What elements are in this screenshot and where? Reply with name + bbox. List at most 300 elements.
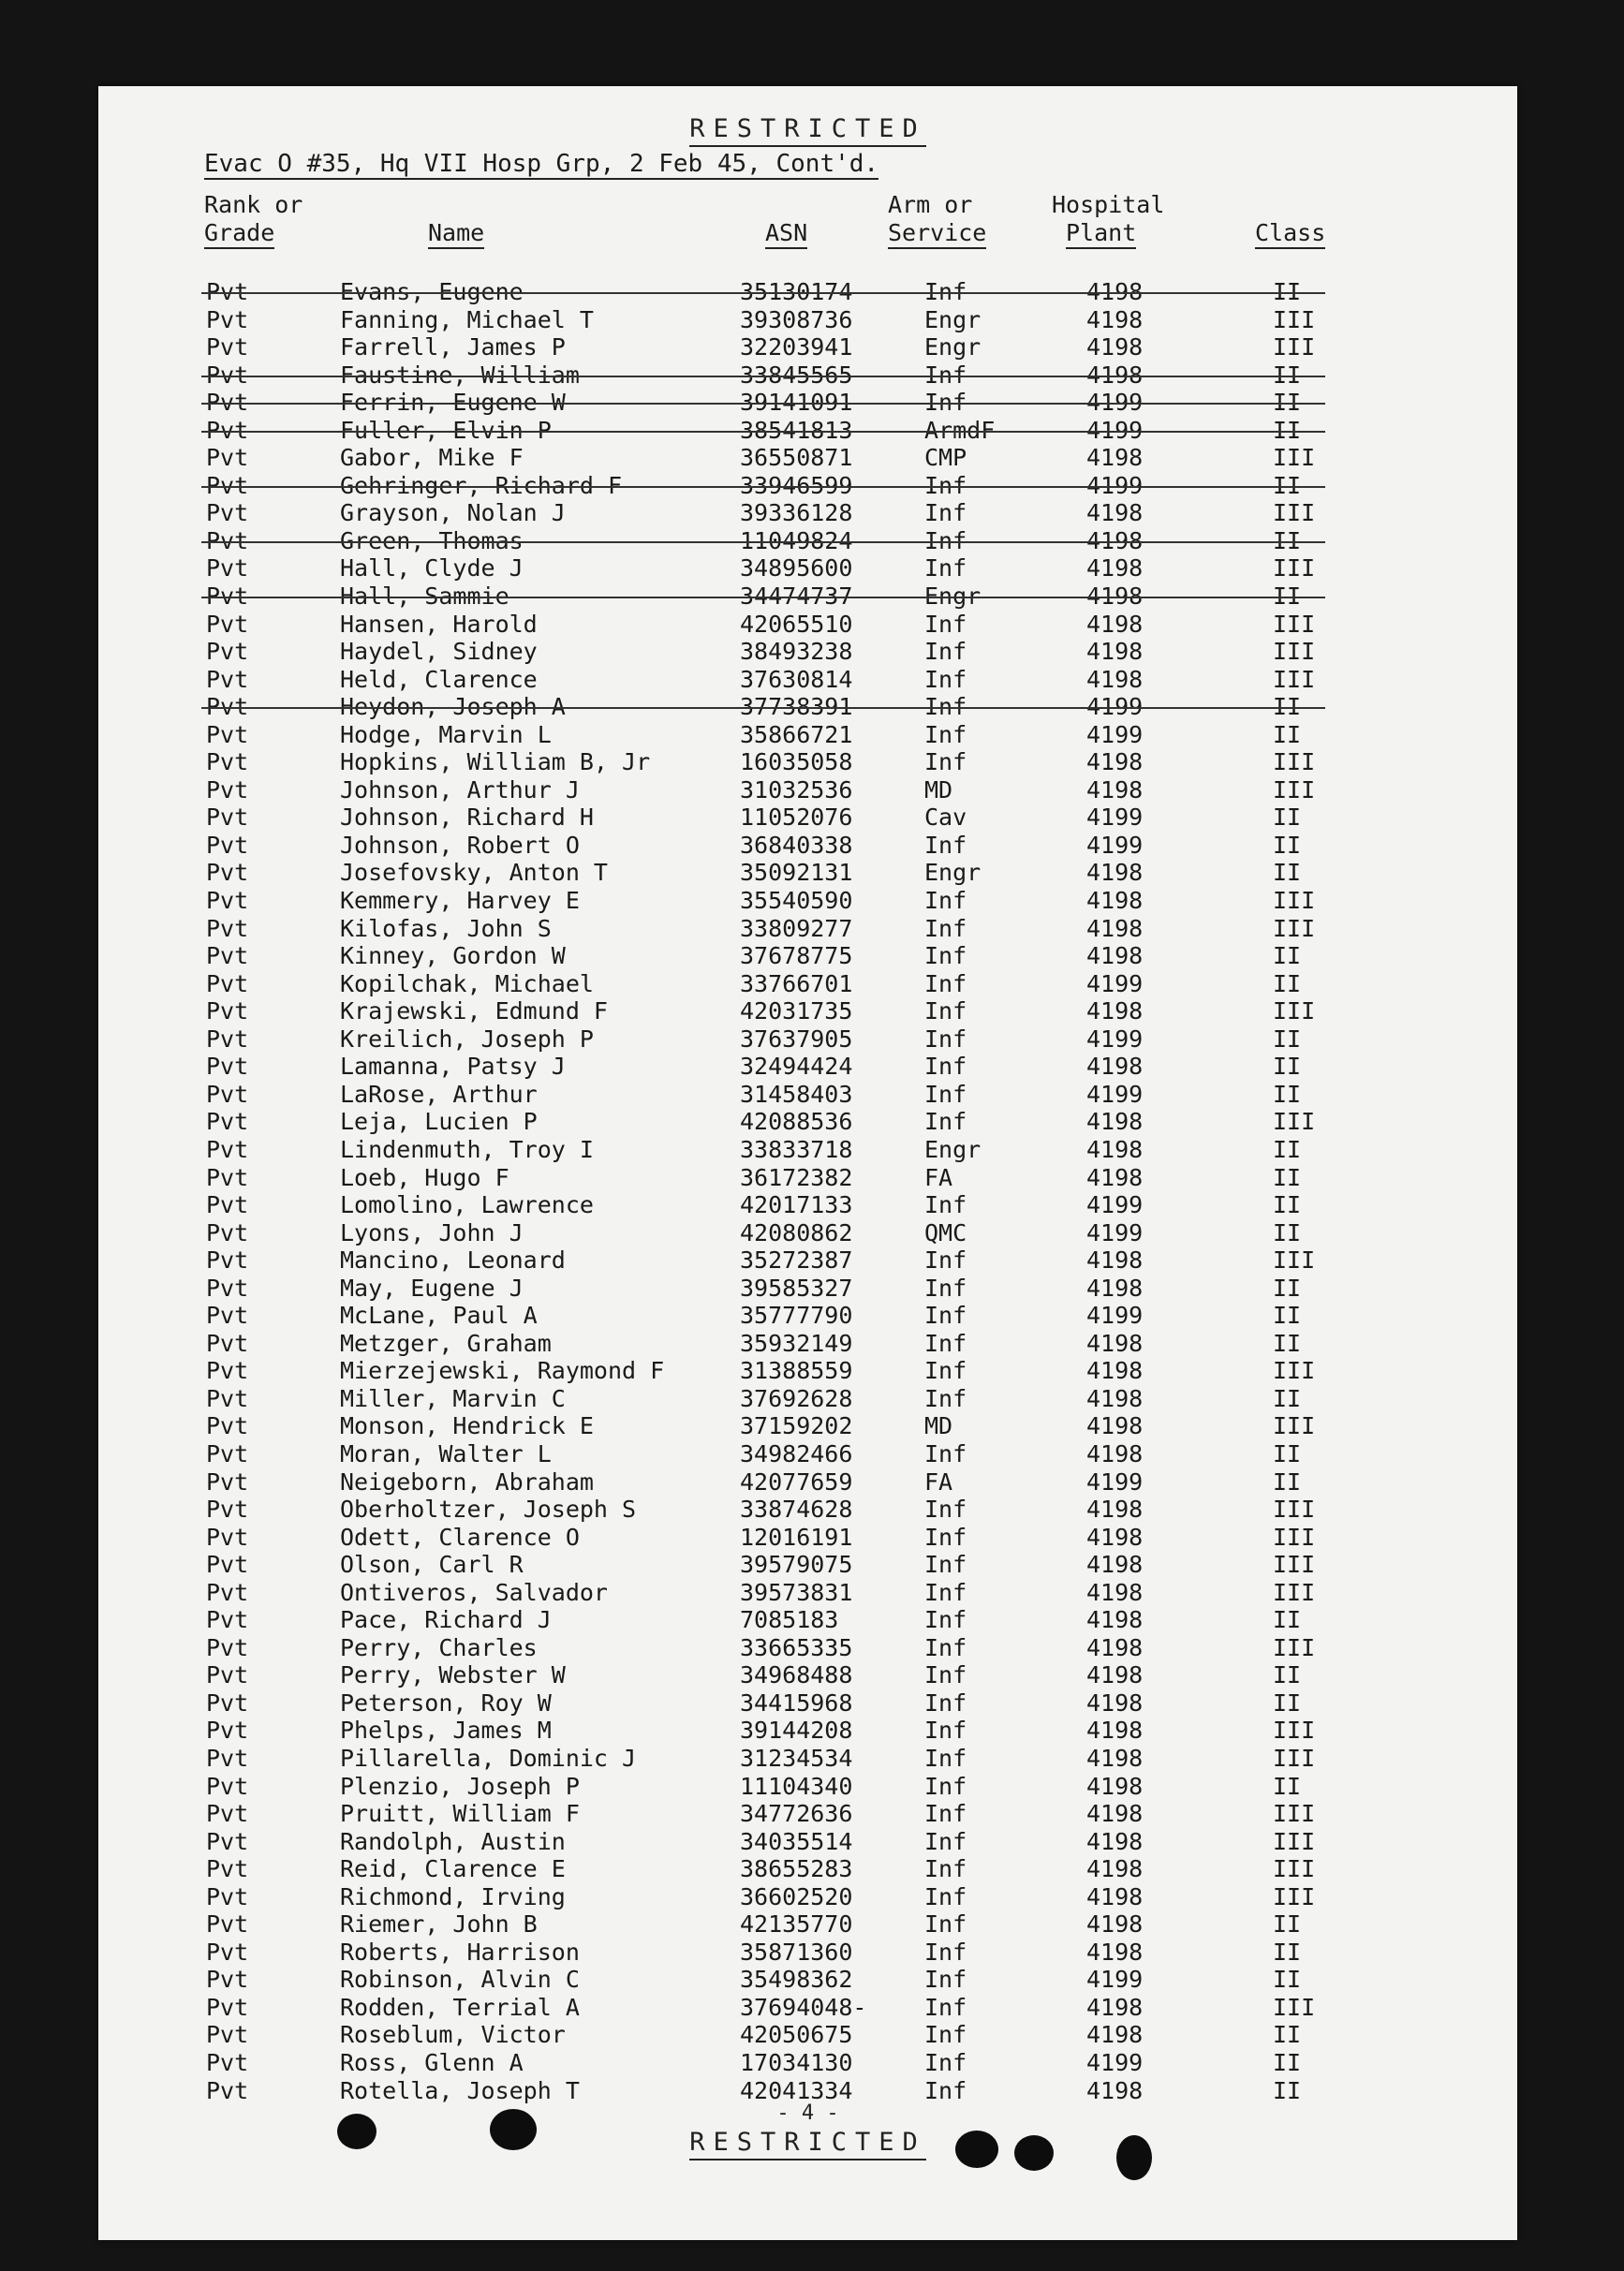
- plant-cell: 4198: [1086, 526, 1144, 554]
- class-cell: II: [1273, 2076, 1302, 2104]
- table-row: [98, 1164, 1517, 1192]
- plant-cell: 4198: [1086, 1329, 1144, 1357]
- table-row: [98, 1828, 1517, 1856]
- class-cell: III: [1273, 1108, 1316, 1136]
- table-row: [98, 1661, 1517, 1689]
- name-cell: Lindenmuth, Troy I: [340, 1135, 594, 1163]
- plant-cell: 4199: [1086, 831, 1144, 859]
- plant-cell: 4198: [1086, 1274, 1144, 1302]
- plant-cell: 4199: [1086, 1191, 1144, 1219]
- name-cell: Neigeborn, Abraham: [340, 1467, 594, 1496]
- plant-cell: 4198: [1086, 1439, 1144, 1467]
- asn-cell: 38655283: [740, 1855, 853, 1883]
- class-cell: II: [1273, 1467, 1302, 1496]
- table-row: [98, 2077, 1517, 2105]
- arm-cell: Inf: [924, 1800, 967, 1828]
- table-row: [98, 942, 1517, 970]
- arm-cell: Inf: [924, 1910, 967, 1939]
- name-cell: Olson, Carl R: [340, 1551, 524, 1579]
- rank-cell: Pvt: [206, 1163, 249, 1191]
- table-row: [98, 1939, 1517, 1967]
- arm-cell: Inf: [924, 1523, 967, 1551]
- rank-cell: Pvt: [206, 1910, 249, 1939]
- arm-cell: Engr: [924, 582, 982, 611]
- table-row: [98, 666, 1517, 694]
- class-cell: II: [1273, 1135, 1302, 1163]
- asn-cell: 33766701: [740, 969, 853, 997]
- table-row: [98, 2021, 1517, 2049]
- arm-cell: Inf: [924, 1578, 967, 1606]
- class-cell: III: [1273, 610, 1316, 638]
- table-row: [98, 611, 1517, 639]
- table-row: [98, 1773, 1517, 1801]
- table-row: [98, 776, 1517, 804]
- rank-cell: Pvt: [206, 1412, 249, 1440]
- arm-cell: Inf: [924, 526, 967, 554]
- plant-cell: 4198: [1086, 914, 1144, 942]
- class-cell: III: [1273, 1523, 1316, 1551]
- asn-cell: 39308736: [740, 305, 853, 333]
- name-cell: Monson, Hendrick E: [340, 1412, 594, 1440]
- rank-cell: Pvt: [206, 1523, 249, 1551]
- asn-cell: 37692628: [740, 1384, 853, 1412]
- class-cell: II: [1273, 361, 1302, 389]
- rank-cell: Pvt: [206, 665, 249, 693]
- arm-cell: FA: [924, 1163, 953, 1191]
- arm-cell: Inf: [924, 1633, 967, 1661]
- name-cell: Fanning, Michael T: [340, 305, 594, 333]
- class-cell: II: [1273, 2049, 1302, 2076]
- restricted-header: RESTRICTED: [98, 114, 1517, 143]
- rank-cell: Pvt: [206, 1855, 249, 1883]
- name-cell: Hall, Sammie: [340, 582, 509, 611]
- name-cell: Rotella, Joseph T: [340, 2076, 580, 2104]
- name-cell: Krajewski, Edmund F: [340, 997, 608, 1025]
- rank-cell: Pvt: [206, 1329, 249, 1357]
- asn-cell: 34415968: [740, 1689, 853, 1717]
- arm-cell: Engr: [924, 333, 982, 361]
- rank-cell: Pvt: [206, 499, 249, 527]
- asn-cell: 34895600: [740, 554, 853, 582]
- class-cell: III: [1273, 554, 1316, 582]
- class-cell: III: [1273, 444, 1316, 472]
- asn-cell: 12016191: [740, 1523, 853, 1551]
- class-cell: II: [1273, 1938, 1302, 1966]
- class-cell: III: [1273, 997, 1316, 1025]
- asn-cell: 11104340: [740, 1772, 853, 1800]
- arm-cell: Inf: [924, 1274, 967, 1302]
- asn-cell: 35871360: [740, 1938, 853, 1966]
- plant-cell: 4198: [1086, 997, 1144, 1025]
- rank-cell: Pvt: [206, 1966, 249, 1994]
- class-cell: II: [1273, 2021, 1302, 2049]
- plant-cell: 4199: [1086, 1966, 1144, 1994]
- arm-cell: Inf: [924, 1744, 967, 1772]
- class-cell: II: [1273, 1966, 1302, 1994]
- arm-cell: Inf: [924, 997, 967, 1025]
- rank-cell: Pvt: [206, 1633, 249, 1661]
- rank-cell: Pvt: [206, 859, 249, 887]
- name-cell: Hansen, Harold: [340, 610, 538, 638]
- name-cell: Pace, Richard J: [340, 1606, 552, 1634]
- plant-cell: 4199: [1086, 389, 1144, 417]
- table-row: [98, 1412, 1517, 1440]
- plant-cell: 4198: [1086, 859, 1144, 887]
- asn-cell: 39336128: [740, 499, 853, 527]
- table-row: [98, 1855, 1517, 1883]
- rank-cell: Pvt: [206, 1993, 249, 2021]
- class-cell: II: [1273, 1772, 1302, 1800]
- rank-cell: Pvt: [206, 1218, 249, 1246]
- rank-cell: Pvt: [206, 831, 249, 859]
- class-cell: III: [1273, 1246, 1316, 1275]
- asn-cell: 36550871: [740, 444, 853, 472]
- plant-cell: 4198: [1086, 1993, 1144, 2021]
- asn-cell: 32203941: [740, 333, 853, 361]
- class-cell: II: [1273, 1163, 1302, 1191]
- name-cell: Lomolino, Lawrence: [340, 1191, 594, 1219]
- roster-table: [98, 278, 1517, 2104]
- plant-cell: 4199: [1086, 969, 1144, 997]
- rank-cell: Pvt: [206, 1080, 249, 1108]
- class-cell: II: [1273, 1689, 1302, 1717]
- asn-cell: 33809277: [740, 914, 853, 942]
- table-row: [98, 1440, 1517, 1468]
- name-cell: Johnson, Richard H: [340, 804, 594, 832]
- name-cell: Moran, Walter L: [340, 1439, 552, 1467]
- arm-cell: Inf: [924, 361, 967, 389]
- class-cell: II: [1273, 1384, 1302, 1412]
- arm-cell: Inf: [924, 1551, 967, 1579]
- asn-cell: 35777790: [740, 1302, 853, 1330]
- name-cell: Johnson, Robert O: [340, 831, 580, 859]
- table-row: [98, 389, 1517, 417]
- asn-cell: 35866721: [740, 720, 853, 748]
- arm-cell: Inf: [924, 1855, 967, 1883]
- asn-cell: 39144208: [740, 1717, 853, 1745]
- arm-cell: Inf: [924, 665, 967, 693]
- asn-cell: 38493238: [740, 638, 853, 666]
- rank-cell: Pvt: [206, 693, 249, 721]
- name-cell: Phelps, James M: [340, 1717, 552, 1745]
- name-cell: Kreilich, Joseph P: [340, 1025, 594, 1053]
- name-cell: Grayson, Nolan J: [340, 499, 566, 527]
- class-cell: II: [1273, 1191, 1302, 1219]
- class-cell: II: [1273, 582, 1302, 611]
- rank-cell: Pvt: [206, 887, 249, 915]
- table-row: [98, 693, 1517, 721]
- table-row: [98, 1081, 1517, 1109]
- plant-cell: 4198: [1086, 333, 1144, 361]
- arm-cell: Inf: [924, 1439, 967, 1467]
- name-cell: Rodden, Terrial A: [340, 1993, 580, 2021]
- arm-cell: Inf: [924, 969, 967, 997]
- arm-cell: Inf: [924, 1882, 967, 1910]
- class-cell: II: [1273, 526, 1302, 554]
- table-row: [98, 1717, 1517, 1745]
- name-cell: Ferrin, Eugene W: [340, 389, 566, 417]
- rank-cell: Pvt: [206, 1357, 249, 1385]
- arm-cell: MD: [924, 775, 953, 804]
- arm-cell: Inf: [924, 1689, 967, 1717]
- plant-cell: 4198: [1086, 1578, 1144, 1606]
- column-header-arm: Arm or Service: [888, 191, 986, 249]
- table-row: [98, 1219, 1517, 1247]
- rank-cell: Pvt: [206, 1384, 249, 1412]
- plant-cell: 4198: [1086, 1689, 1144, 1717]
- class-cell: III: [1273, 1578, 1316, 1606]
- rank-cell: Pvt: [206, 720, 249, 748]
- name-cell: Kemmery, Harvey E: [340, 887, 580, 915]
- asn-cell: 36172382: [740, 1163, 853, 1191]
- table-row: [98, 1634, 1517, 1662]
- asn-cell: 42077659: [740, 1467, 853, 1496]
- name-cell: Ontiveros, Salvador: [340, 1578, 608, 1606]
- table-row: [98, 804, 1517, 832]
- asn-cell: 31234534: [740, 1744, 853, 1772]
- arm-cell: Inf: [924, 887, 967, 915]
- rank-cell: Pvt: [206, 914, 249, 942]
- name-cell: Josefovsky, Anton T: [340, 859, 608, 887]
- class-cell: III: [1273, 1633, 1316, 1661]
- class-cell: II: [1273, 389, 1302, 417]
- plant-cell: 4198: [1086, 1633, 1144, 1661]
- arm-cell: Inf: [924, 1661, 967, 1689]
- table-row: [98, 1385, 1517, 1413]
- arm-cell: Inf: [924, 1025, 967, 1053]
- class-cell: II: [1273, 1329, 1302, 1357]
- arm-cell: Inf: [924, 1246, 967, 1275]
- plant-cell: 4199: [1086, 1080, 1144, 1108]
- table-row: [98, 1330, 1517, 1358]
- asn-cell: 42088536: [740, 1108, 853, 1136]
- class-cell: III: [1273, 887, 1316, 915]
- arm-cell: Inf: [924, 1053, 967, 1081]
- asn-cell: 37738391: [740, 693, 853, 721]
- plant-cell: 4198: [1086, 1384, 1144, 1412]
- arm-cell: FA: [924, 1467, 953, 1496]
- plant-cell: 4198: [1086, 1246, 1144, 1275]
- asn-cell: 35540590: [740, 887, 853, 915]
- plant-cell: 4198: [1086, 2021, 1144, 2049]
- asn-cell: 39573831: [740, 1578, 853, 1606]
- plant-cell: 4198: [1086, 887, 1144, 915]
- arm-cell: Inf: [924, 2021, 967, 2049]
- class-cell: II: [1273, 1080, 1302, 1108]
- arm-cell: Inf: [924, 1384, 967, 1412]
- class-cell: II: [1273, 1025, 1302, 1053]
- rank-cell: Pvt: [206, 1025, 249, 1053]
- table-row: [98, 1246, 1517, 1275]
- arm-cell: Inf: [924, 1966, 967, 1994]
- table-row: [98, 997, 1517, 1025]
- asn-cell: 35272387: [740, 1246, 853, 1275]
- plant-cell: 4198: [1086, 748, 1144, 776]
- name-cell: Lyons, John J: [340, 1218, 524, 1246]
- name-cell: Peterson, Roy W: [340, 1689, 552, 1717]
- asn-cell: 37694048-: [740, 1993, 867, 2021]
- asn-cell: 34982466: [740, 1439, 853, 1467]
- asn-cell: 16035058: [740, 748, 853, 776]
- plant-cell: 4198: [1086, 610, 1144, 638]
- asn-cell: 39141091: [740, 389, 853, 417]
- name-cell: Randolph, Austin: [340, 1827, 566, 1855]
- rank-cell: Pvt: [206, 1717, 249, 1745]
- table-row: [98, 1025, 1517, 1054]
- table-row: [98, 1551, 1517, 1579]
- asn-cell: 37678775: [740, 942, 853, 970]
- class-cell: II: [1273, 804, 1302, 832]
- table-row: [98, 444, 1517, 472]
- name-cell: Riemer, John B: [340, 1910, 538, 1939]
- plant-cell: 4199: [1086, 416, 1144, 444]
- plant-cell: 4198: [1086, 1412, 1144, 1440]
- table-row: [98, 1883, 1517, 1911]
- page-number: - 4 -: [776, 2101, 839, 2125]
- table-row: [98, 1606, 1517, 1634]
- plant-cell: 4198: [1086, 444, 1144, 472]
- table-row: [98, 582, 1517, 611]
- asn-cell: 37159202: [740, 1412, 853, 1440]
- class-cell: II: [1273, 1910, 1302, 1939]
- ink-blot: [1116, 2135, 1152, 2180]
- table-row: [98, 1302, 1517, 1330]
- table-row: [98, 499, 1517, 527]
- rank-cell: Pvt: [206, 969, 249, 997]
- asn-cell: 33833718: [740, 1135, 853, 1163]
- name-cell: Pillarella, Dominic J: [340, 1744, 637, 1772]
- table-row: [98, 1689, 1517, 1718]
- table-row: [98, 1136, 1517, 1164]
- asn-cell: 34035514: [740, 1827, 853, 1855]
- arm-cell: Inf: [924, 499, 967, 527]
- asn-cell: 42065510: [740, 610, 853, 638]
- ink-blot: [490, 2109, 537, 2150]
- name-cell: Hodge, Marvin L: [340, 720, 552, 748]
- name-cell: LaRose, Arthur: [340, 1080, 538, 1108]
- arm-cell: Inf: [924, 1827, 967, 1855]
- plant-cell: 4198: [1086, 638, 1144, 666]
- asn-cell: 34968488: [740, 1661, 853, 1689]
- class-cell: II: [1273, 942, 1302, 970]
- table-row: [98, 915, 1517, 943]
- asn-cell: 32494424: [740, 1053, 853, 1081]
- arm-cell: Inf: [924, 1108, 967, 1136]
- table-row: [98, 1745, 1517, 1773]
- table-row: [98, 748, 1517, 776]
- arm-cell: Inf: [924, 1772, 967, 1800]
- rank-cell: Pvt: [206, 526, 249, 554]
- plant-cell: 4198: [1086, 305, 1144, 333]
- rank-cell: Pvt: [206, 997, 249, 1025]
- name-cell: Plenzio, Joseph P: [340, 1772, 580, 1800]
- table-row: [98, 2049, 1517, 2077]
- name-cell: Leja, Lucien P: [340, 1108, 538, 1136]
- arm-cell: Inf: [924, 1717, 967, 1745]
- plant-cell: 4198: [1086, 1661, 1144, 1689]
- rank-cell: Pvt: [206, 1496, 249, 1524]
- table-row: [98, 1579, 1517, 1607]
- asn-cell: 42135770: [740, 1910, 853, 1939]
- class-cell: II: [1273, 720, 1302, 748]
- name-cell: Evans, Eugene: [340, 278, 524, 305]
- name-cell: Held, Clarence: [340, 665, 538, 693]
- plant-cell: 4198: [1086, 775, 1144, 804]
- class-cell: III: [1273, 499, 1316, 527]
- table-row: [98, 859, 1517, 887]
- class-cell: III: [1273, 1827, 1316, 1855]
- rank-cell: Pvt: [206, 2049, 249, 2076]
- name-cell: Oberholtzer, Joseph S: [340, 1496, 637, 1524]
- rank-cell: Pvt: [206, 1053, 249, 1081]
- class-cell: II: [1273, 1606, 1302, 1634]
- rank-cell: Pvt: [206, 389, 249, 417]
- class-cell: II: [1273, 1053, 1302, 1081]
- class-cell: III: [1273, 333, 1316, 361]
- rank-cell: Pvt: [206, 1772, 249, 1800]
- rank-cell: Pvt: [206, 1827, 249, 1855]
- asn-cell: 31458403: [740, 1080, 853, 1108]
- plant-cell: 4199: [1086, 693, 1144, 721]
- plant-cell: 4199: [1086, 1025, 1144, 1053]
- rank-cell: Pvt: [206, 610, 249, 638]
- asn-cell: 7085183: [740, 1606, 839, 1634]
- rank-cell: Pvt: [206, 416, 249, 444]
- plant-cell: 4198: [1086, 942, 1144, 970]
- class-cell: III: [1273, 1551, 1316, 1579]
- plant-cell: 4199: [1086, 720, 1144, 748]
- asn-cell: 42041334: [740, 2076, 853, 2104]
- plant-cell: 4199: [1086, 1302, 1144, 1330]
- class-cell: III: [1273, 1855, 1316, 1883]
- arm-cell: Inf: [924, 720, 967, 748]
- asn-cell: 11052076: [740, 804, 853, 832]
- plant-cell: 4198: [1086, 1523, 1144, 1551]
- plant-cell: 4198: [1086, 1855, 1144, 1883]
- rank-cell: Pvt: [206, 1938, 249, 1966]
- name-cell: Gehringer, Richard F: [340, 471, 623, 499]
- rank-cell: Pvt: [206, 1800, 249, 1828]
- rank-cell: Pvt: [206, 1882, 249, 1910]
- arm-cell: QMC: [924, 1218, 967, 1246]
- plant-cell: 4199: [1086, 471, 1144, 499]
- class-cell: II: [1273, 831, 1302, 859]
- arm-cell: Inf: [924, 610, 967, 638]
- class-cell: II: [1273, 278, 1302, 305]
- name-cell: Odett, Clarence O: [340, 1523, 580, 1551]
- arm-cell: Inf: [924, 748, 967, 776]
- arm-cell: Inf: [924, 831, 967, 859]
- rank-cell: Pvt: [206, 444, 249, 472]
- class-cell: III: [1273, 1882, 1316, 1910]
- table-row: [98, 1966, 1517, 1994]
- name-cell: Johnson, Arthur J: [340, 775, 580, 804]
- rank-cell: Pvt: [206, 2076, 249, 2104]
- name-cell: Faustine, William: [340, 361, 580, 389]
- arm-cell: Inf: [924, 1938, 967, 1966]
- asn-cell: 42031735: [740, 997, 853, 1025]
- asn-cell: 35498362: [740, 1966, 853, 1994]
- table-row: [98, 1496, 1517, 1524]
- class-cell: II: [1273, 1302, 1302, 1330]
- asn-cell: 11049824: [740, 526, 853, 554]
- class-cell: III: [1273, 638, 1316, 666]
- plant-cell: 4198: [1086, 2076, 1144, 2104]
- asn-cell: 17034130: [740, 2049, 853, 2076]
- arm-cell: Cav: [924, 804, 967, 832]
- rank-cell: Pvt: [206, 278, 249, 305]
- plant-cell: 4199: [1086, 804, 1144, 832]
